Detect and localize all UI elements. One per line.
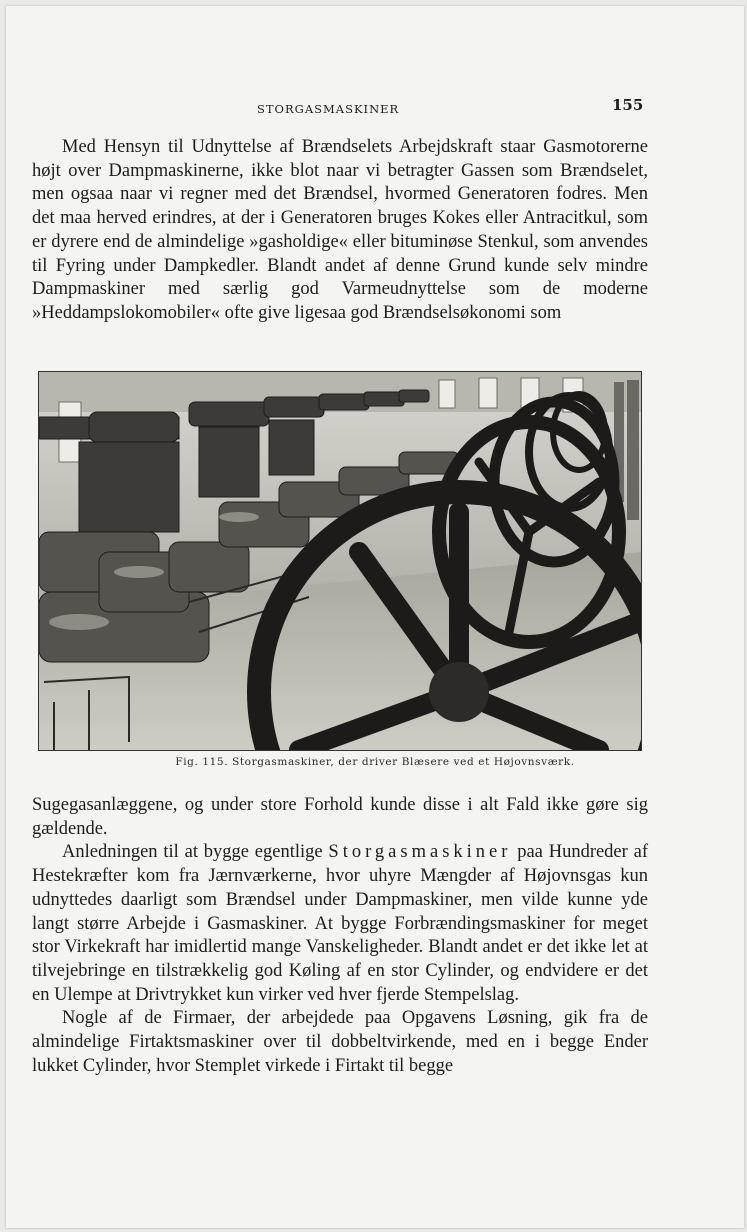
paragraph-top: Med Hensyn til Udnyttelse af Brændselets Arbejdskraft staar Gasmotorerne højt over Dampmaskinerne, ikke blot naar vi betragter Gassen som Brændselet, men ogsaa naar vi regner med det Brændsel, hvormed Generatoren fodres. Men det maa herved erindres, at der i Generatoren bruges Kokes eller Antracitkul, som er dyrere end de almindelige »gasholdige« eller bituminøse Stenkul, som anvendes til Fyring under Dampkedler. Blandt andet af denne Grund kunde selv mindre Dampmaskiner med særlig god Varmeudnyttelse som de moderne »Heddampslokomobiler« ofte give ligesaa god Brændselsøkonomi som: [32, 137, 648, 323]
page-header: [6, 96, 744, 120]
paragraph-2-after: paa Hundreder af Hestekræfter kom fra Jærnværkerne, hvor uhyre Mængder af Højovnsgas kun udnyttedes daarligt som Brændsel under Dampmaskiner, men vilde kunne yde langt større Arbejde i Gasmaskiner. At bygge Forbrændingsmaskiner for meget stor Virkekraft har imidlertid mange Vanskeligheder. Blandt andet er det ikke let at tilvejebringe en tilstrækkelig god Køling af en stor Cylinder, og endvidere er det en Ulempe at Drivtrykket kun virker ved hver fjerde Stempelslag.: [32, 842, 648, 1005]
engine-hall-illustration: [39, 372, 641, 750]
spaced-term: Storgasmaskiner: [328, 842, 512, 863]
text-block-top: [32, 136, 648, 326]
page-number: 155: [612, 96, 644, 114]
running-head: STORGASMASKINER: [257, 102, 400, 116]
paragraph-2: [32, 841, 648, 1007]
text-block-bottom: [32, 794, 648, 1078]
paragraph-3: Nogle af de Firmaer, der arbejdede paa Opgavens Løsning, gik fra de almindelige Firtaktsmaskiner over til dobbeltvirkende, med en i begge Ender lukket Cylinder, hvor Stemplet virkede i Firtakt til begge: [32, 1008, 648, 1076]
figure-engine-hall-photo: [38, 371, 642, 751]
paragraph-2-before: Anledningen til at bygge egentlige: [62, 842, 329, 863]
figure-caption: Fig. 115. Storgasmaskiner, der driver Blæsere ved et Højovnsværk.: [175, 756, 575, 768]
book-page: [6, 6, 744, 1228]
paragraph-continued: Sugegasanlæggene, og under store Forhold kunde disse i alt Fald ikke gøre sig gældende.: [32, 795, 648, 839]
